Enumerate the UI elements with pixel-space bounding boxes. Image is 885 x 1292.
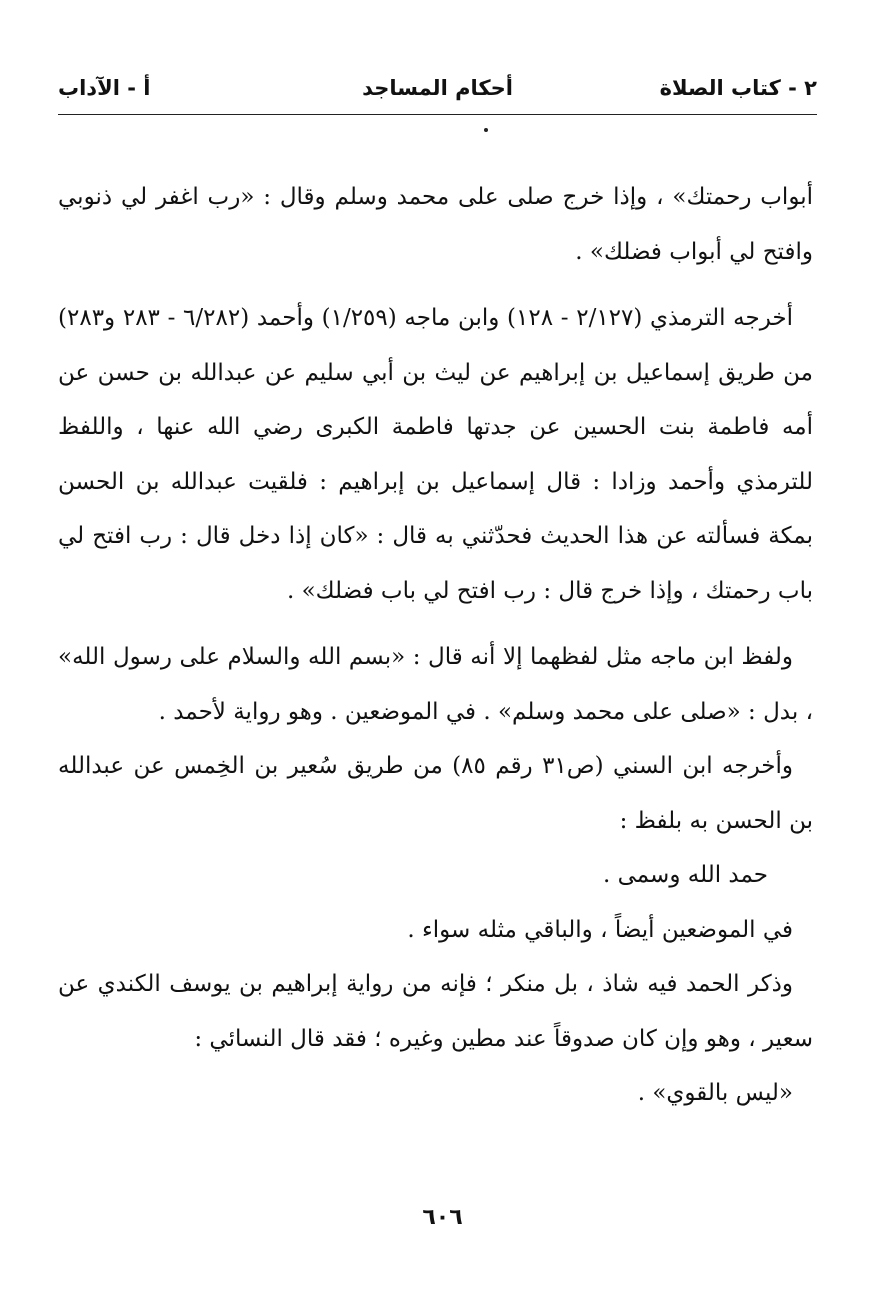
page-number: ٦٠٦ [422,1205,463,1230]
paragraph-4: وأخرجه ابن السني (ص٣١ رقم ٨٥) من طريق سُعير بن الخِمس عن عبدالله بن الحسن به بلفظ : [58,753,813,834]
main-text [58,170,813,1121]
paragraph-5: حمد الله وسمى . [602,862,768,888]
paragraph-1: أبواب رحمتك» ، وإذا خرج صلى على محمد وسلم وقال : «رب اغفر لي ذنوبي وافتح لي أبواب فضلك» . [58,184,813,265]
header-chapter-title: أحكام المساجد [362,76,513,100]
header-section-title: أ - الآداب [58,76,151,100]
paragraph-2: أخرجه الترمذي (٢/١٢٧ - ١٢٨) وابن ماجه (١/٢٥٩) وأحمد (٦/٢٨٢ - ٢٨٣ و٢٨٣) من طريق إسماعيل بن إبراهيم عن ليث بن أبي سليم عن عبدالله بن حسن عن أمه فاطمة بنت الحسين عن جدتها فاطمة الكبرى رضي الله عنها ، واللفظ للترمذي وأحمد وزادا : قال إسماعيل بن إبراهيم : فلقيت عبدالله بن الحسن بمكة فسألته عن هذا الحديث فحدّثني به قال : «كان إذا دخل قال : رب افتح لي باب رحمتك ، وإذا خرج قال : رب افتح لي باب فضلك» . [58,305,813,604]
paragraph-8: «ليس بالقوي» . [637,1080,793,1106]
running-header [58,72,817,112]
paragraph-7: وذكر الحمد فيه شاذ ، بل منكر ؛ فإنه من رواية إبراهيم بن يوسف الكندي عن سعير ، وهو وإن كان صدوقاً عند مطين وغيره ؛ فقد قال النسائي : [58,971,813,1052]
ink-dot [484,128,488,132]
paragraph-6: في الموضعين أيضاً ، والباقي مثله سواء . [407,916,793,943]
paragraph-3: ولفظ ابن ماجه مثل لفظهما إلا أنه قال : «بسم الله والسلام على رسول الله» ، بدل : «صلى على محمد وسلم» . في الموضعين . وهو رواية لأحمد . [58,644,813,725]
header-divider [58,114,817,115]
header-book-title: ٢ - كتاب الصلاة [659,76,817,100]
